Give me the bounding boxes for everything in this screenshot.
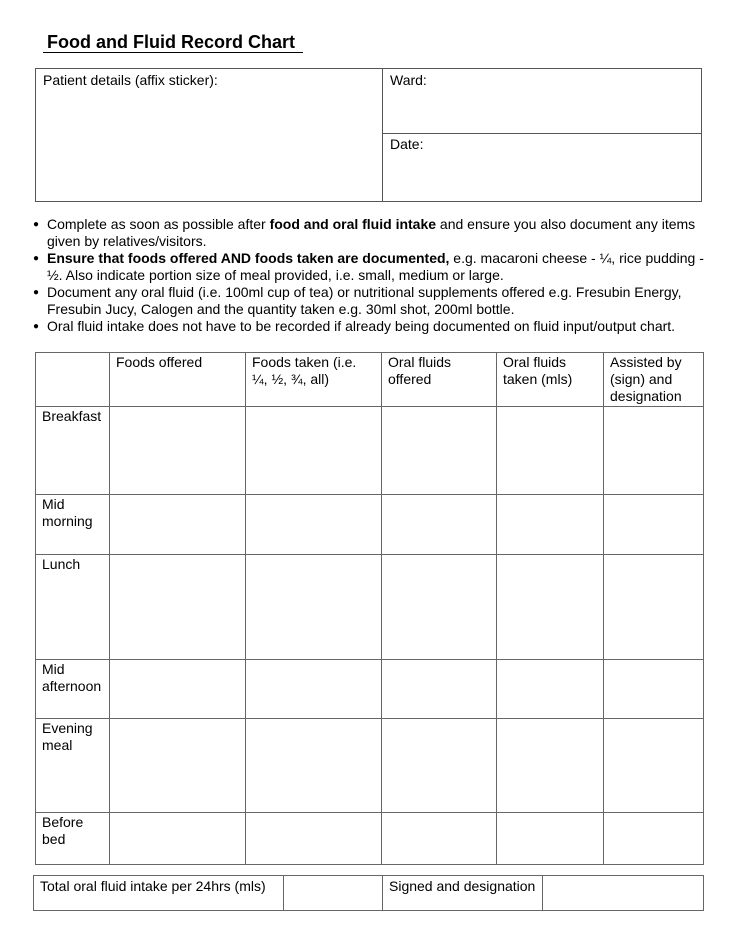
total-fluid-intake-field[interactable] (284, 876, 383, 911)
total-fluid-intake-label: Total oral fluid intake per 24hrs (mls) (34, 876, 284, 911)
table-row (36, 407, 704, 495)
table-row (36, 719, 704, 813)
table-row (36, 660, 704, 719)
assisted-by-cell[interactable] (604, 495, 704, 555)
foods-offered-cell[interactable] (110, 495, 246, 555)
totals-table (33, 875, 704, 911)
bullet-icon: ● (33, 253, 40, 264)
foods-offered-cell[interactable] (110, 660, 246, 719)
assisted-by-cell[interactable] (604, 660, 704, 719)
food-fluid-record-table (35, 352, 704, 865)
instruction-text: Oral fluid intake does not have to be recorded if already being documented on fluid input/output chart. (47, 318, 676, 334)
instruction-text: Document any oral fluid (i.e. 100ml cup of tea) or nutritional supplements offered e.g. Fresubin Energy, Fresubin Jucy, Calogen and the quantity taken e.g. 30ml shot, 200ml bottle. (47, 284, 682, 317)
foods-taken-cell[interactable] (246, 719, 382, 813)
fluids-offered-cell[interactable] (382, 813, 497, 865)
table-row (36, 495, 704, 555)
foods-offered-cell[interactable] (110, 555, 246, 660)
signed-designation-field[interactable] (543, 876, 704, 911)
assisted-by-cell[interactable] (604, 719, 704, 813)
instruction-text: Complete as soon as possible after (47, 216, 270, 232)
fluids-taken-cell[interactable] (497, 495, 604, 555)
fluids-offered-cell[interactable] (382, 660, 497, 719)
header-foods-taken: Foods taken (i.e. ¼, ½, ¾, all) (246, 353, 382, 407)
instruction-item (33, 216, 713, 250)
instructions-list (33, 216, 713, 335)
page-title: Food and Fluid Record Chart (47, 32, 295, 52)
foods-taken-cell[interactable] (246, 813, 382, 865)
date-label: Date: (390, 136, 424, 152)
signed-designation-label: Signed and designation (383, 876, 543, 911)
row-label-mid-afternoon: Mid afternoon (36, 660, 110, 719)
totals-row (34, 876, 704, 911)
assisted-by-cell[interactable] (604, 555, 704, 660)
row-label-breakfast: Breakfast (36, 407, 110, 495)
fluids-taken-cell[interactable] (497, 660, 604, 719)
ward-label: Ward: (390, 72, 427, 88)
foods-taken-cell[interactable] (246, 660, 382, 719)
foods-taken-cell[interactable] (246, 555, 382, 660)
foods-offered-cell[interactable] (110, 813, 246, 865)
fluids-taken-cell[interactable] (497, 407, 604, 495)
row-label-evening-meal: Evening meal (36, 719, 110, 813)
header-foods-offered: Foods offered (110, 353, 246, 407)
row-label-before-bed: Before bed (36, 813, 110, 865)
foods-taken-cell[interactable] (246, 407, 382, 495)
header-cell (36, 353, 110, 407)
bullet-icon: ● (33, 219, 40, 230)
foods-offered-cell[interactable] (110, 719, 246, 813)
patient-details-label: Patient details (affix sticker): (43, 72, 218, 88)
instruction-text: Ensure that foods offered AND foods taken are documented, (47, 250, 450, 266)
fluids-offered-cell[interactable] (382, 719, 497, 813)
instruction-item (33, 284, 713, 318)
table-row (36, 555, 704, 660)
header-oral-fluids-offered: Oral fluids offered (382, 353, 497, 407)
fluids-taken-cell[interactable] (497, 555, 604, 660)
fluids-taken-cell[interactable] (497, 813, 604, 865)
ward-date-divider (382, 133, 701, 134)
row-label-lunch: Lunch (36, 555, 110, 660)
row-label-mid-morning: Mid morning (36, 495, 110, 555)
instruction-text: and ensure you also document any items given by relatives/visitors. (47, 216, 696, 249)
foods-offered-cell[interactable] (110, 407, 246, 495)
fluids-taken-cell[interactable] (497, 719, 604, 813)
instruction-text: food and oral fluid intake (269, 216, 437, 232)
assisted-by-cell[interactable] (604, 407, 704, 495)
fluids-offered-cell[interactable] (382, 555, 497, 660)
title-underline (43, 52, 303, 53)
fluids-offered-cell[interactable] (382, 407, 497, 495)
table-row (36, 813, 704, 865)
table-header-row (36, 353, 704, 407)
foods-taken-cell[interactable] (246, 495, 382, 555)
fluids-offered-cell[interactable] (382, 495, 497, 555)
bullet-icon: ● (33, 321, 40, 332)
header-assisted-by: Assisted by (sign) and designation (604, 353, 704, 407)
patient-details-box (35, 68, 702, 202)
patient-box-divider (382, 69, 383, 201)
assisted-by-cell[interactable] (604, 813, 704, 865)
instruction-text: e.g. macaroni cheese - ¼, rice pudding - ½. Also indicate portion size of meal provided, i.e. small, medium or large. (47, 250, 704, 283)
instruction-item (33, 318, 713, 335)
instruction-item (33, 250, 713, 284)
header-oral-fluids-taken: Oral fluids taken (mls) (497, 353, 604, 407)
bullet-icon: ● (33, 287, 40, 298)
